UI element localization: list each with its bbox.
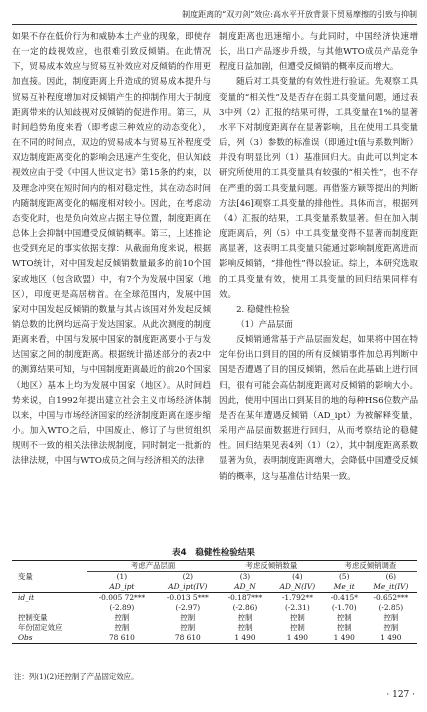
cell: 控制: [289, 613, 305, 622]
cell: 1 490: [286, 633, 308, 642]
cell: 控制: [237, 613, 253, 622]
cell-tstat: (-2.31): [285, 603, 310, 612]
group-header: 考虑反倾销数量: [219, 561, 324, 572]
cell: -0.013 5***: [166, 593, 209, 602]
cell-tstat: (-2.85): [378, 603, 404, 612]
col-num: (5): [339, 572, 350, 581]
body-paragraph: 随后对工具变量的有效性进行验证。先观察工具变量的“相关性”及是否存在弱工具变量问题，通过表3中列（2）汇报的结果可得，工具变量在1%的显著水平下对制度距离存在显著影响，且在使用工具变量后，列（3）参数的标准误（即通过t值与系数判断）并没有明显比列（1）基准回归大。由此可以判定本研究所使用的工具变量具有较强的“相关性”，也不存在严重的弱工具变量问题。再借鉴方颖等提出的判断方法[46]观察工具变量的排他性。具体而言，根据列（4）汇报的结果，工具变量系数显著。但在加入制度距离后，列（5）中工具变量变得不显著而制度距离显著，这表明工具变量只能通过影响制度距离进而影响反倾销，“排他性”得以验证。综上，本研究选取的工具变量有效，使用工具变量的回归结果同样有效。: [219, 77, 418, 300]
cell: 78 610: [174, 633, 201, 642]
cell: 78 610: [108, 633, 135, 642]
cell: -0.652***: [373, 593, 409, 602]
row-label: 年份固定效应: [18, 623, 63, 632]
col-dep: Me_it(IV): [373, 582, 409, 591]
row-label: 控制变量: [18, 613, 48, 622]
cell: 控制: [289, 623, 305, 632]
col-num: (3): [239, 572, 251, 581]
cell: 控制: [114, 613, 130, 622]
cell: -0.187***: [227, 593, 263, 602]
col-dep: AD_ipt: [109, 582, 135, 591]
cell: -0.005 72***: [98, 593, 146, 602]
cell: 1 490: [333, 633, 355, 642]
row-label: id_it: [18, 593, 35, 602]
row-label: Obs: [18, 633, 33, 642]
col-dep: AD_ipt(IV): [168, 582, 208, 591]
table-note: 注：列(1)(2)还控制了产品固定效应。: [14, 672, 139, 681]
cell: 控制: [180, 623, 196, 632]
var-header: 变量: [18, 571, 33, 581]
running-header: 制度距离的“双刃剑”效应:高水平开放背景下贸易摩擦的引致与抑制: [12, 8, 417, 25]
left-column: [12, 30, 211, 543]
cell: 控制: [383, 623, 399, 632]
body-paragraph: 如果不存在低价行为和威胁本土产业的现象，即使存在一定的歧视效应，也很难引致反倾销。在此情况下，贸易成本效应与贸易互补效应对反倾销的作用更加直接。因此，制度距离上升造成的贸易成本提升与贸易互补程度增加对反倾销产生的抑制作用大于制度距离带来的认知歧视对反倾销的促进作用。第三，从时间趋势角度来看（即考虑三种效应的动态变化），在不同的时间点，双边的贸易成本与贸易互补程度受双边制度距离变化的影响会迅速产生变化，但认知歧视效应由于受《中国人世议定书》第15条的约束，以及理念冲突在短时间内的相对稳定性，其在动态时间内随制度距离变化的幅度相对较小。因此，在考虑动态变化时，也是负向效应占据主导位置，制度距离在总体上会抑制中国遭受反倾销概率。第三，上述推论也受到充足的事实依据支撑：从截面角度来说，根据WTO统计，对中国发起反倾销数量最多的前10个国家或地区（包含欧盟）中，有7个为发展中国家（地区），印度更是高居榜首。在全球范围内，发展中国家对中国发起反倾销的数量与其占该国对外发起反倾销总数的比例均远高于发达国家。从此次测度的制度距离来看，中国与发展中国家的制度距离要小于与发达国家之间的制度距离。根据统计描述部分的表2中的测算结果可知，与中国制度距离最近的前20个国家（地区）基本上均为发展中国家（地区）。从时间趋势来说，自1992年提出建立社会主义市场经济体制以来，中国与市场经济国家的经济制度距离在逐步缩小。加入WTO之后，中国废止、修订了与世贸组织规则不一致的相关法律法规制度，同时制定一批新的法律法规，中国与WTO成员之间与经济相关的法律: [12, 32, 211, 467]
group-header: 考虑产品层面: [87, 561, 219, 572]
col-dep: AD_N(IV): [279, 582, 316, 591]
body-paragraph: 反倾销通常基于产品层面发起，如果将中国在特定年份出口到目的国的所有反倾销事件加总再判断中国是否遭遇了目的国反倾销，然后在此基础上进行回归，很有可能会高估制度距离对反倾销的影响大小。因此，使用中国出口到某目的地的每种HS6位数产品是否在某年遭遇反倾销（AD_ipt）为被解释变量，采用产品层面数据进行回归，从而考察结论的稳健性。回归结果见表4列（1）（2），其中制度距离系数显著为负，表明制度距离增大，会降低中国遭受反倾销的概率，这与基准估计结果一致。: [219, 335, 418, 482]
cell: 控制: [336, 623, 352, 632]
section-title: 2. 稳健性检验: [236, 304, 290, 315]
right-column: [219, 30, 418, 543]
body-paragraph: 制度距离也迅速缩小。与此同时，中国经济快速增长，出口产品逐步升级，与其他WTO成员产品竞争程度日益加剧，但遭受反倾销的概率反而增大。: [219, 32, 418, 73]
col-num: (1): [116, 572, 128, 581]
group-header: 考虑反倾销调查: [324, 561, 417, 572]
cell: 1 490: [234, 633, 256, 642]
table-caption: [0, 546, 427, 558]
robustness-table: [12, 560, 417, 644]
cell: -0.415*: [330, 593, 358, 602]
col-dep: Me_it: [333, 582, 355, 591]
cell: 1 490: [380, 633, 402, 642]
cell: 控制: [336, 613, 352, 622]
cell: -1.792**: [281, 593, 313, 602]
cell-tstat: (-2.97): [175, 603, 201, 612]
cell: 控制: [180, 613, 196, 622]
col-num: (6): [385, 572, 397, 581]
col-num: (4): [292, 572, 303, 581]
table-number: 表4: [172, 548, 187, 558]
page-number: · 127 ·: [386, 690, 415, 700]
cell-tstat: (-1.70): [331, 603, 357, 612]
cell-tstat: (-2.89): [109, 603, 135, 612]
col-dep: AD_N: [234, 582, 256, 591]
cell: 控制: [237, 623, 253, 632]
cell: 控制: [383, 613, 399, 622]
subsection-title: （1）产品层面: [236, 319, 293, 330]
cell: 控制: [114, 623, 130, 632]
col-num: (2): [182, 572, 194, 581]
cell-tstat: (-2.86): [232, 603, 258, 612]
table-title: 稳健性检验结果: [195, 548, 255, 558]
